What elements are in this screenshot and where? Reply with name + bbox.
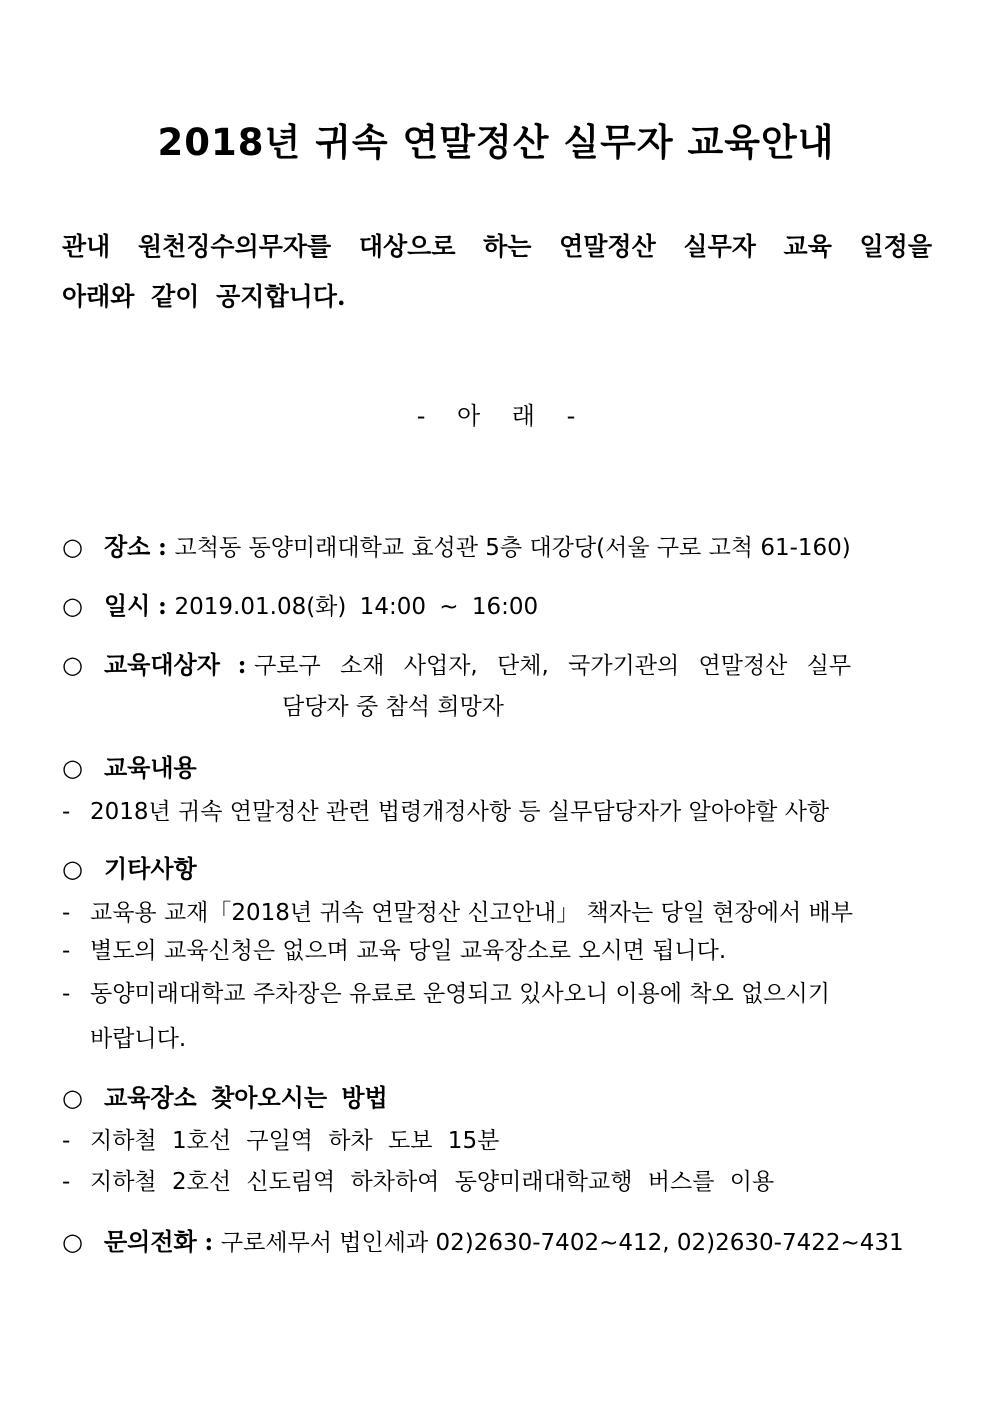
- directions-heading: [62, 1078, 388, 1113]
- etc-item-text: 별도의 교육신청은 없으며 교육 당일 교육장소로 오시면 됩니다.: [90, 938, 727, 964]
- place-separator: :: [158, 532, 167, 561]
- circle-bullet-icon: ○: [62, 1228, 83, 1256]
- document-title: 2018년 귀속 연말정산 실무자 교육안내: [157, 121, 835, 164]
- directions-item: [62, 1122, 499, 1155]
- directions-label: 교육장소 찾아오시는 방법: [104, 1083, 388, 1112]
- intro-paragraph: [62, 222, 932, 322]
- place-row: [62, 527, 851, 562]
- etc-item: [62, 894, 853, 927]
- place-value: 고척동 동양미래대학교 효성관 5층 대강당(서울 구로 고척 61-160): [174, 535, 851, 561]
- datetime-value: 2019.01.08(화) 14:00 ~ 16:00: [174, 594, 539, 620]
- target-label: 교육대상자: [104, 650, 220, 679]
- dash-bullet-icon: -: [62, 799, 71, 825]
- etc-item: [62, 932, 726, 965]
- dash-bullet-icon: -: [62, 938, 71, 964]
- directions-item-text: 지하철 1호선 구일역 하차 도보 15분: [90, 1128, 500, 1154]
- target-value-line-1: 구로구 소재 사업자, 단체, 국가기관의 연말정산 실무: [254, 653, 852, 679]
- content-item-text: 2018년 귀속 연말정산 관련 법령개정사항 등 실무담당자가 알아야할 사항: [90, 799, 830, 825]
- contact-value: 구로세무서 법인세과 02)2630-7402~412, 02)2630-7422~431: [220, 1230, 904, 1256]
- circle-bullet-icon: ○: [62, 533, 83, 561]
- dash-bullet-icon: -: [62, 900, 71, 926]
- directions-item: [62, 1163, 774, 1196]
- etc-heading: [62, 849, 197, 884]
- content-item: [62, 793, 829, 826]
- place-label: 장소: [104, 532, 151, 561]
- etc-label: 기타사항: [104, 854, 197, 883]
- target-separator: :: [237, 650, 247, 679]
- etc-item: [62, 975, 830, 1008]
- dash-bullet-icon: -: [62, 981, 71, 1007]
- etc-item-text: 교육용 교재「2018년 귀속 연말정산 신고안내」 책자는 당일 현장에서 배부: [90, 900, 853, 926]
- intro-line-1: 관내 원천징수의무자를 대상으로 하는 연말정산 실무자 교육 일정을: [62, 232, 932, 261]
- target-row: [62, 645, 851, 680]
- target-value-line-2: 담당자 중 참석 희망자: [282, 694, 504, 720]
- dash-bullet-icon: -: [62, 1128, 71, 1154]
- below-marker: - 아 래 -: [416, 402, 576, 430]
- directions-item-text: 지하철 2호선 신도림역 하차하여 동양미래대학교행 버스를 이용: [90, 1169, 775, 1195]
- circle-bullet-icon: ○: [62, 754, 83, 782]
- circle-bullet-icon: ○: [62, 1084, 83, 1112]
- datetime-row: [62, 586, 538, 621]
- etc-item-continuation: 바랍니다.: [90, 1026, 187, 1052]
- etc-item-text: 동양미래대학교 주차장은 유료로 운영되고 있사오니 이용에 착오 없으시기: [90, 981, 830, 1007]
- contact-row: [62, 1222, 904, 1257]
- datetime-separator: :: [158, 591, 167, 620]
- content-heading: [62, 748, 197, 783]
- intro-line-2: 아래와 같이 공지합니다.: [62, 282, 346, 311]
- circle-bullet-icon: ○: [62, 855, 83, 883]
- circle-bullet-icon: ○: [62, 592, 83, 620]
- datetime-label: 일시: [104, 591, 151, 620]
- contact-separator: :: [204, 1227, 214, 1256]
- dash-bullet-icon: -: [62, 1169, 71, 1195]
- contact-label: 문의전화: [104, 1227, 197, 1256]
- circle-bullet-icon: ○: [62, 651, 83, 679]
- content-label: 교육내용: [104, 753, 197, 782]
